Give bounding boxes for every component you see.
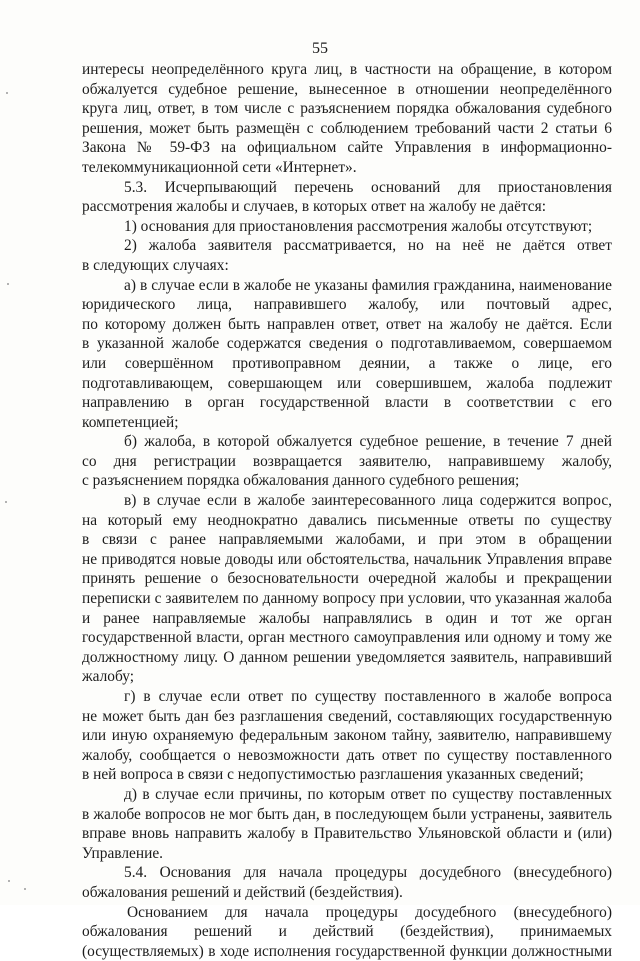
scan-artifact-dot	[5, 501, 7, 503]
text-line: в указанной жалобе содержатся сведения о подготавливаемом, совершаемом	[82, 335, 612, 353]
scan-artifact-dot	[6, 92, 8, 94]
page-number: 55	[312, 40, 328, 57]
text-line: 5.3. Исчерпывающий перечень оснований для приостановления	[124, 178, 612, 196]
text-line: а) в случае если в жалобе не указаны фамилия гражданина, наименование	[124, 276, 612, 294]
text-line: вправе вновь направить жалобу в Правительство Ульяновской области и (или)	[82, 825, 612, 843]
text-line: юридического лица, направившего жалобу, или почтовый адрес,	[82, 296, 612, 314]
text-line: со дня регистрации возвращается заявителю, направившему жалобу,	[82, 452, 612, 470]
text-line: жалобу;	[82, 668, 134, 686]
text-line: в связи с ранее направляемыми жалобами, и при этом в обращении	[82, 531, 612, 549]
scan-artifact-dot	[7, 283, 9, 285]
text-line: должностному лицу. О данном решении уведомляется заявитель, направивший	[82, 648, 612, 666]
text-line: Основанием для начала процедуры досудебного (внесудебного)	[127, 903, 612, 921]
text-line: по которому должен быть направлен ответ, ответ на жалобу не даётся. Если	[82, 315, 612, 333]
text-line: 1) основания для приостановления рассмотрения жалобы отсутствуют;	[124, 217, 593, 235]
text-line: не приводятся новые доводы или обстоятельства, начальник Управления вправе	[82, 550, 612, 568]
scan-artifact-dot	[8, 880, 10, 882]
text-line: г) в случае если ответ по существу поставленного в жалобе вопроса	[124, 688, 612, 705]
document-body	[82, 60, 612, 961]
text-line: интересы неопределённого круга лиц, в частности на обращение, в котором	[82, 61, 612, 78]
text-line: или совершённом противоправном деянии, а также о лице, его	[82, 354, 612, 372]
text-line: подготавливающем, совершающем или совершившем, жалоба подлежит	[82, 374, 612, 392]
text-line: телекоммуникационной сети «Интернет».	[82, 158, 357, 176]
text-line: д) в случае если причины, по которым ответ по существу поставленных	[124, 785, 612, 803]
text-line: круга лиц, ответ, в том числе с разъяснением порядка обжалования судебного	[82, 100, 612, 118]
text-line: (осуществляемых) в ходе исполнения государственной функции должностными	[82, 942, 612, 960]
text-line: с разъяснением порядка обжалования данного судебного решения;	[82, 472, 520, 490]
text-line: решения, может быть размещён с соблюдением требований части 2 статьи 6	[82, 119, 612, 137]
text-line: в ней вопроса в связи с недопустимостью разглашения указанных сведений;	[82, 766, 584, 784]
text-line: компетенцией;	[82, 413, 179, 431]
text-line: обжалования решений и действий (бездействия), принимаемых	[82, 923, 612, 941]
text-line: обжалуется судебное решение, вынесенное в отношении неопределённого	[82, 80, 612, 98]
text-line: 2) жалоба заявителя рассматривается, но на неё не даётся ответ	[124, 237, 612, 255]
text-line: направлению в орган государственной власти в соответствии с его	[82, 394, 612, 412]
text-line: рассмотрения жалобы и случаев, в которых ответ на жалобу не даётся:	[82, 198, 546, 216]
text-line: б) жалоба, в которой обжалуется судебное решение, в течение 7 дней	[124, 433, 612, 451]
text-line: Управление.	[82, 844, 164, 862]
text-line: в) в случае если в жалобе заинтересованного лица содержится вопрос,	[124, 492, 612, 510]
text-line: не может быть дан без разглашения сведений, составляющих государственную	[82, 707, 612, 725]
text-line: в жалобе вопросов не мог быть дан, в последующем были устранены, заявитель	[82, 805, 612, 823]
text-line: 5.4. Основания для начала процедуры досудебного (внесудебного)	[124, 864, 612, 882]
text-line: Закона № 59-ФЗ на официальном сайте Управления в информационно-	[82, 139, 612, 157]
text-line: жалобу, сообщается о невозможности дать ответ по существу поставленного	[82, 746, 612, 764]
text-line: переписки с заявителем по данному вопросу при условии, что указанная жалоба	[82, 590, 612, 608]
text-line: или иную охраняемую федеральным законом тайну, заявителю, направившему	[82, 727, 612, 745]
text-line: государственной власти, орган местного самоуправления или одному и тому же	[82, 629, 612, 647]
text-line: в следующих случаях:	[82, 256, 229, 274]
text-line: и ранее направляемые жалобы направлялись в один и тот же орган	[82, 609, 612, 627]
text-line: обжалования решений и действий (бездействия).	[82, 883, 403, 901]
text-line: на который ему неоднократно давались письменные ответы по существу	[82, 511, 612, 529]
text-line: принять решение о безосновательности очередной жалобы и прекращении	[82, 570, 612, 588]
scan-artifact-dot	[24, 888, 26, 890]
